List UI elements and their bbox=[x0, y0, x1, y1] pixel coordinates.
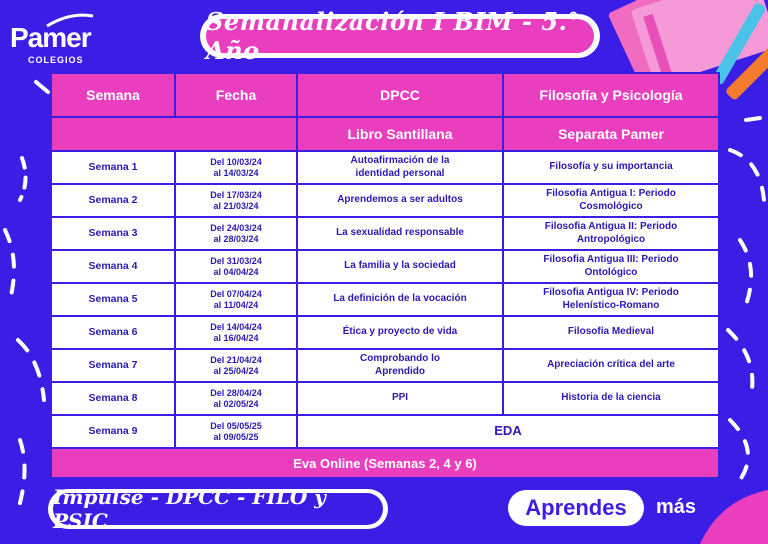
filo-line1: Filosofia Antigua III: Periodo bbox=[543, 254, 679, 265]
impulse-pill bbox=[48, 485, 388, 533]
filo-line1: Filosofia Antigua I: Periodo bbox=[546, 188, 676, 199]
cell-date bbox=[175, 316, 297, 349]
cell-dpcc bbox=[297, 184, 503, 217]
cell-dpcc bbox=[297, 349, 503, 382]
filo-line1: Historia de la ciencia bbox=[561, 392, 661, 404]
table-row bbox=[51, 217, 719, 250]
cell-filo bbox=[503, 217, 719, 250]
cell-date bbox=[175, 283, 297, 316]
cell-eda: EDA bbox=[297, 415, 719, 448]
brand-logo bbox=[10, 8, 120, 68]
date-from: Del 31/03/24 bbox=[210, 256, 262, 267]
cell-date bbox=[175, 217, 297, 250]
dpcc-line1: La definición de la vocación bbox=[333, 293, 467, 305]
filo-line2: Helenístico-Romano bbox=[562, 299, 660, 311]
subheader-filo: Separata Pamer bbox=[503, 117, 719, 151]
cell-date bbox=[175, 151, 297, 184]
dpcc-line2: identidad personal bbox=[355, 167, 445, 179]
date-to: al 11/04/24 bbox=[213, 299, 259, 310]
date-from: Del 05/05/25 bbox=[210, 421, 262, 432]
header-filosofia: Filosofía y Psicología bbox=[503, 73, 719, 117]
brand-name: Pamer bbox=[10, 22, 91, 53]
cell-filo bbox=[503, 151, 719, 184]
date-to: al 21/03/24 bbox=[213, 200, 259, 211]
table-row bbox=[51, 250, 719, 283]
date-from: Del 14/04/24 bbox=[210, 322, 262, 333]
date-to: al 25/04/24 bbox=[213, 365, 259, 376]
cell-filo bbox=[503, 250, 719, 283]
cell-week: Semana 3 bbox=[51, 217, 175, 250]
date-from: Del 24/03/24 bbox=[210, 223, 262, 234]
dpcc-line1: La sexualidad responsable bbox=[336, 227, 464, 239]
table-row bbox=[51, 151, 719, 184]
dpcc-line1: Comprobando lo bbox=[360, 353, 440, 364]
table-row bbox=[51, 349, 719, 382]
filo-line1: Filosofia Antigua IV: Periodo bbox=[543, 287, 679, 298]
mas-label: más bbox=[656, 496, 697, 518]
subheader-row bbox=[51, 117, 719, 151]
aprendes-label: Aprendes bbox=[508, 490, 644, 526]
cell-filo bbox=[503, 316, 719, 349]
table-row bbox=[51, 184, 719, 217]
dpcc-line1: Ética y proyecto de vida bbox=[342, 326, 458, 338]
cell-week: Semana 5 bbox=[51, 283, 175, 316]
table-row-week-9 bbox=[51, 415, 719, 448]
date-from: Del 17/03/24 bbox=[210, 190, 262, 201]
date-from: Del 07/04/24 bbox=[210, 289, 262, 300]
filo-line1: Filosofía y su importancia bbox=[549, 161, 673, 173]
page-title: Semanalización I BIM - 5.° Año bbox=[206, 19, 594, 53]
date-to: al 28/03/24 bbox=[213, 233, 259, 244]
cell-date bbox=[175, 184, 297, 217]
cell-date bbox=[175, 382, 297, 415]
cell-week: Semana 9 bbox=[51, 415, 175, 448]
cell-date bbox=[175, 250, 297, 283]
header-dpcc: DPCC bbox=[297, 73, 503, 117]
cell-filo bbox=[503, 349, 719, 382]
date-to: al 14/03/24 bbox=[213, 167, 259, 178]
cell-dpcc bbox=[297, 250, 503, 283]
cell-week: Semana 8 bbox=[51, 382, 175, 415]
cell-week: Semana 4 bbox=[51, 250, 175, 283]
cell-week: Semana 7 bbox=[51, 349, 175, 382]
schedule-table-wrap bbox=[50, 72, 718, 479]
dpcc-line2: Aprendido bbox=[375, 365, 425, 377]
table-row bbox=[51, 316, 719, 349]
header-row bbox=[51, 73, 719, 117]
cell-week: Semana 1 bbox=[51, 151, 175, 184]
filo-line1: Apreciación crítica del arte bbox=[547, 359, 675, 371]
date-from: Del 21/04/24 bbox=[210, 355, 262, 366]
dpcc-line1: Aprendemos a ser adultos bbox=[337, 194, 463, 206]
cell-date bbox=[175, 415, 297, 448]
header-fecha: Fecha bbox=[175, 73, 297, 117]
filo-line1: Filosofia Antigua II: Periodo bbox=[544, 221, 678, 232]
impulse-label: Impulse - DPCC - FILO y PSIC bbox=[53, 493, 383, 525]
table-body bbox=[51, 151, 719, 415]
filo-line2: Ontológico bbox=[584, 266, 638, 278]
cell-filo bbox=[503, 283, 719, 316]
dpcc-line1: Autoafirmación de la bbox=[350, 155, 450, 166]
dpcc-line1: PPI bbox=[391, 392, 409, 404]
cell-dpcc bbox=[297, 283, 503, 316]
cell-filo bbox=[503, 382, 719, 415]
subheader-dpcc: Libro Santillana bbox=[297, 117, 503, 151]
schedule-table bbox=[50, 72, 720, 479]
cell-week: Semana 6 bbox=[51, 316, 175, 349]
dpcc-line1: La familia y la sociedad bbox=[344, 260, 456, 272]
brand-sub: COLEGIOS bbox=[28, 55, 84, 65]
filo-line1: Filosofía Medieval bbox=[567, 326, 655, 338]
title-pill bbox=[200, 7, 600, 65]
cell-week: Semana 2 bbox=[51, 184, 175, 217]
cell-dpcc bbox=[297, 217, 503, 250]
cell-filo bbox=[503, 184, 719, 217]
subheader-empty bbox=[51, 117, 297, 151]
footer-note: Eva Online (Semanas 2, 4 y 6) bbox=[51, 448, 719, 478]
filo-line2: Antropológico bbox=[576, 233, 646, 245]
header-semana: Semana bbox=[51, 73, 175, 117]
table-row bbox=[51, 283, 719, 316]
cell-dpcc bbox=[297, 316, 503, 349]
cell-dpcc bbox=[297, 151, 503, 184]
cell-dpcc bbox=[297, 382, 503, 415]
date-from: Del 28/04/24 bbox=[210, 388, 262, 399]
corner-shape bbox=[700, 490, 768, 544]
date-to: al 09/05/25 bbox=[213, 431, 259, 442]
date-to: al 02/05/24 bbox=[213, 398, 259, 409]
filo-line2: Cosmológico bbox=[579, 200, 643, 212]
date-to: al 16/04/24 bbox=[213, 332, 259, 343]
date-to: al 04/04/24 bbox=[213, 266, 259, 277]
table-row bbox=[51, 382, 719, 415]
footer-row bbox=[51, 448, 719, 478]
date-from: Del 10/03/24 bbox=[210, 157, 262, 168]
cell-date bbox=[175, 349, 297, 382]
